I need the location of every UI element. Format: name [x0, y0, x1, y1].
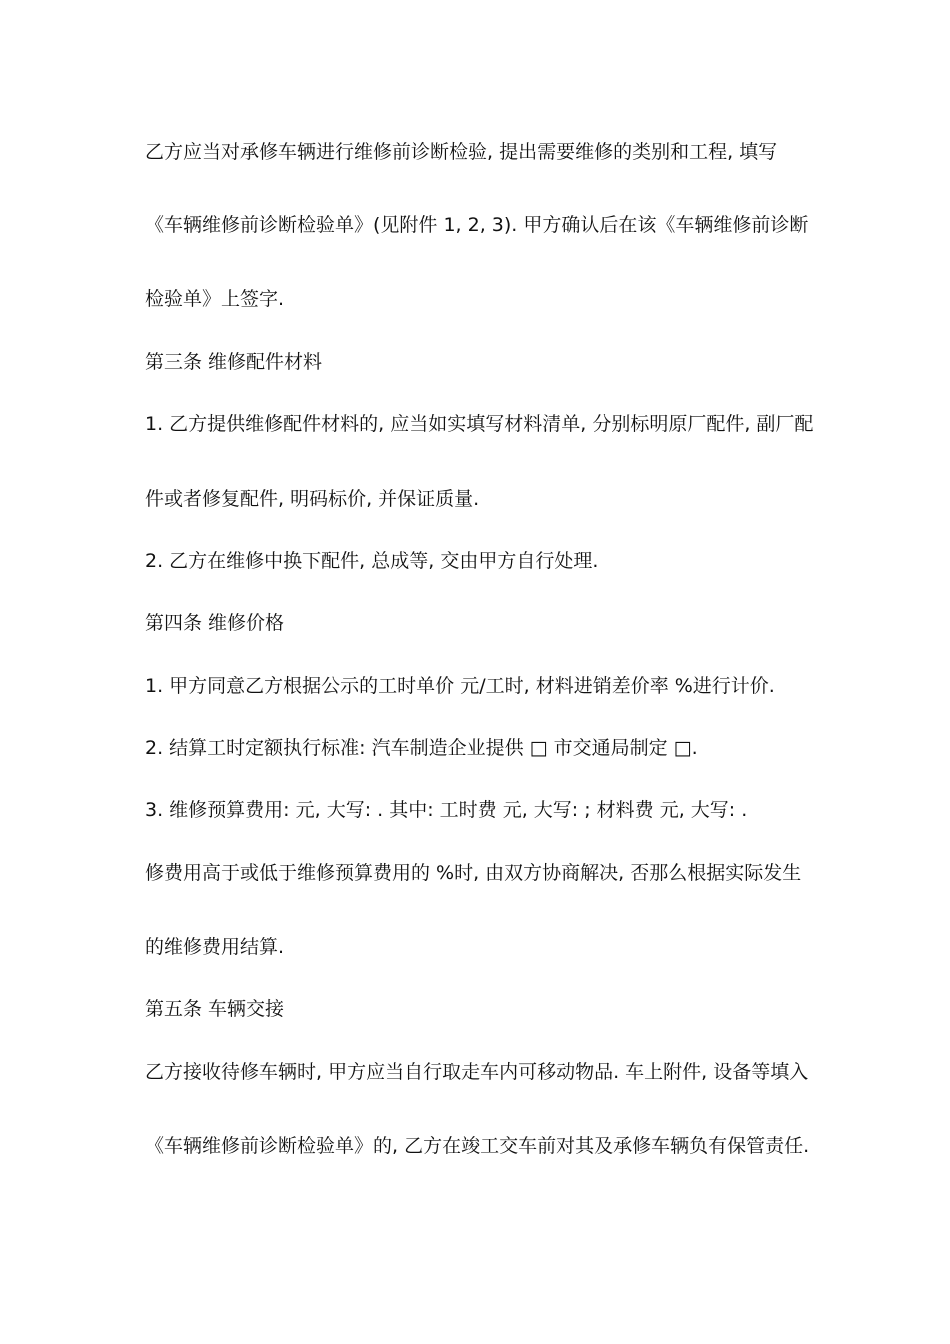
paragraph-line: 检验单》上签字.	[145, 288, 285, 310]
paragraph-line: 《车辆维修前诊断检验单》(见附件 1, 2, 3). 甲方确认后在该《车辆维修前诊断	[145, 214, 809, 236]
paragraph-line: 修费用高于或低于维修预算费用的 %时, 由双方协商解决, 否那么根据实际发生	[145, 862, 802, 884]
paragraph-line: 3. 维修预算费用: 元, 大写: . 其中: 工时费 元, 大写: ; 材料费 元, 大写: .	[145, 799, 748, 821]
paragraph-line: 1. 乙方提供维修配件材料的, 应当如实填写材料清单, 分别标明原厂配件, 副厂配	[145, 413, 814, 435]
section-heading-4: 第四条 维修价格	[145, 612, 285, 634]
section-heading-3: 第三条 维修配件材料	[145, 351, 323, 373]
paragraph-line: 《车辆维修前诊断检验单》的, 乙方在竣工交车前对其及承修车辆负有保管责任.	[145, 1135, 810, 1157]
paragraph-line: 2. 结算工时定额执行标准: 汽车制造企业提供 □ 市交通局制定 □.	[145, 737, 698, 759]
paragraph-line: 1. 甲方同意乙方根据公示的工时单价 元/工时, 材料进销差价率 %进行计价.	[145, 675, 775, 697]
paragraph-line: 乙方接收待修车辆时, 甲方应当自行取走车内可移动物品. 车上附件, 设备等填入	[145, 1061, 809, 1083]
paragraph-line: 乙方应当对承修车辆进行维修前诊断检验, 提出需要维修的类别和工程, 填写	[145, 141, 778, 163]
section-heading-5: 第五条 车辆交接	[145, 998, 285, 1020]
paragraph-line: 件或者修复配件, 明码标价, 并保证质量.	[145, 488, 480, 510]
paragraph-line: 2. 乙方在维修中换下配件, 总成等, 交由甲方自行处理.	[145, 550, 599, 572]
paragraph-line: 的维修费用结算.	[145, 936, 285, 958]
